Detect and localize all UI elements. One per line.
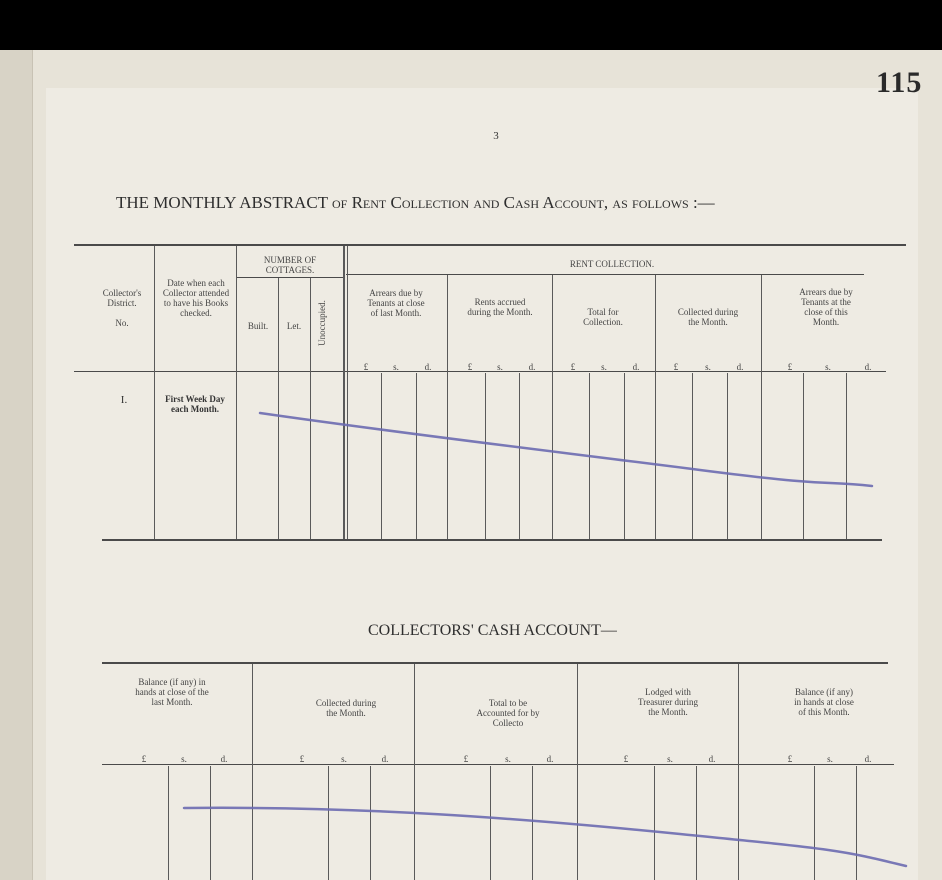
unit-shilling: s. [667,754,673,764]
unit-shilling: s. [393,362,399,372]
stamp-number: 115 [876,66,923,99]
unit-shilling: s. [601,362,607,372]
unit-pence: d. [708,754,716,764]
unit-pence: d. [528,362,536,372]
cottages-header: NUMBER OF COTTAGES. [263,255,317,275]
unit-pence: d. [632,362,640,372]
unit-pence: d. [546,754,554,764]
unit-shilling: s. [181,754,187,764]
unit-pound: £ [623,754,629,764]
unit-pence: d. [864,754,872,764]
district-header: Collector's District. [102,288,142,308]
balance-last-header: Balance (if any) in hands at close of the last Month. [135,677,209,707]
cash-collected-header: Collected during the Month. [315,698,377,718]
district-value: I. [120,394,128,406]
abstract-title: THE MONTHLY ABSTRACT of Rent Collection and Cash Account, as follows :— [116,193,715,212]
unit-pence: d. [424,362,432,372]
unit-pound: £ [141,754,147,764]
total-collection-header: Total for Collection. [583,307,623,327]
unit-shilling: s. [497,362,503,372]
collected-header: Collected during the Month. [677,307,739,327]
unit-pence: d. [220,754,228,764]
unit-shilling: s. [341,754,347,764]
unit-pound: £ [467,362,473,372]
unit-pound: £ [463,754,469,764]
pen-stroke-cash [184,808,906,866]
rents-accrued-header: Rents accrued during the Month. [467,297,533,317]
date-value: First Week Day each Month. [165,394,225,414]
date-header: Date when each Collector attended to have his Books checked. [162,278,230,318]
unit-pence: d. [381,754,389,764]
unit-shilling: s. [505,754,511,764]
unit-pound: £ [570,362,576,372]
unit-pound: £ [787,754,793,764]
pen-stroke-abstract [260,413,872,486]
built-header: Built. [247,321,269,331]
unit-pence: d. [864,362,872,372]
arrears-this-header: Arrears due by Tenants at the close of this Month. [799,287,853,327]
lodged-header: Lodged with Treasurer during the Month. [638,687,698,717]
unit-pound: £ [673,362,679,372]
district-no-header: No. [115,318,129,328]
let-header: Let. [286,321,302,331]
cash-account-title: COLLECTORS' CASH ACCOUNT— [368,622,617,639]
page-number: 3 [493,130,499,142]
balance-this-header: Balance (if any) in hands at close of this Month. [794,687,854,717]
unoccupied-header: Unoccupied. [316,300,327,346]
total-accounted-header: Total to be Accounted for by Collecto [476,698,540,728]
unit-pound: £ [787,362,793,372]
unit-shilling: s. [705,362,711,372]
rent-collection-header: RENT COLLECTION. [569,259,655,269]
arrears-last-header: Arrears due by Tenants at close of last Month. [367,288,425,318]
unit-pound: £ [363,362,369,372]
unit-shilling: s. [827,754,833,764]
unit-pence: d. [736,362,744,372]
unit-shilling: s. [825,362,831,372]
unit-pound: £ [299,754,305,764]
